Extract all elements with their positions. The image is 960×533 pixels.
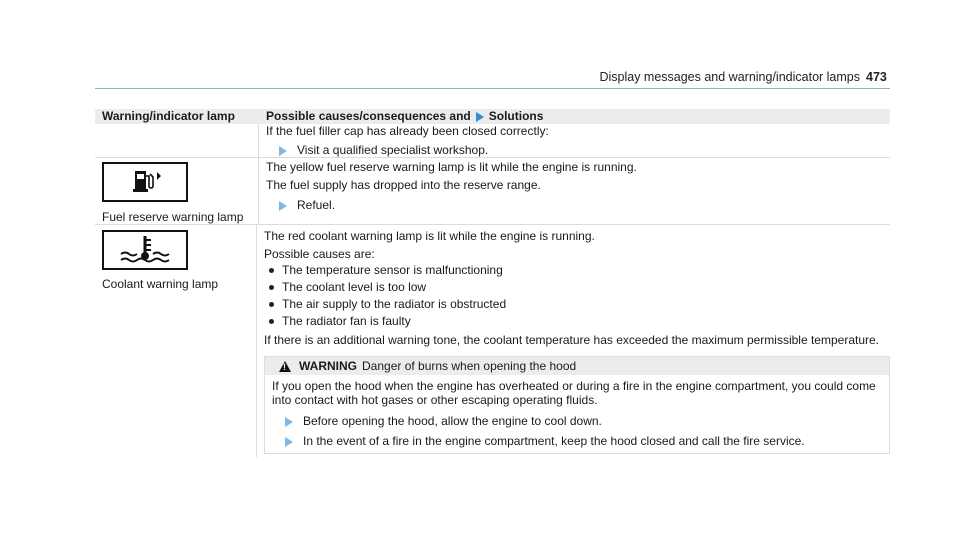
fuel-reserve-icon	[102, 162, 188, 202]
tone-text: If there is an additional warning tone, the coolant temperature has exceeded the maximum permissible temperature.	[264, 333, 879, 347]
bullet-icon	[269, 302, 274, 307]
causes-cell	[259, 158, 890, 224]
warning-header	[265, 357, 889, 375]
arrow-right-icon	[285, 417, 293, 427]
table-row	[95, 225, 890, 457]
cause-text: The red coolant warning lamp is lit while the engine is running.	[264, 229, 595, 243]
warning-keyword: WARNING	[299, 359, 357, 373]
arrow-right-icon	[279, 201, 287, 211]
lamp-cell	[95, 124, 259, 157]
lamp-cell	[95, 158, 259, 224]
causes-cell	[259, 124, 890, 157]
cause-text: The yellow fuel reserve warning lamp is lit while the engine is running.	[266, 160, 637, 174]
bullet-icon	[269, 268, 274, 273]
solution-text: Before opening the hood, allow the engine to cool down.	[303, 414, 602, 428]
list-item	[264, 296, 890, 313]
table-header	[95, 109, 890, 124]
warning-text: If you open the hood when the engine has overheated or during a fire in the engine compartment, you could come into contact with hot gases or other escaping operating fluids.	[272, 379, 876, 407]
solution-text: Visit a qualified specialist workshop.	[297, 143, 489, 157]
list-item	[264, 279, 890, 296]
solution-text: Refuel.	[297, 198, 336, 212]
warning-box	[264, 356, 890, 454]
column-header-causes-label: Possible causes/consequences and	[266, 109, 471, 123]
column-header-causes	[259, 109, 543, 124]
solution-text: In the event of a fire in the engine compartment, keep the hood closed and call the fire service.	[303, 434, 805, 448]
arrow-right-icon	[279, 146, 287, 156]
table-row	[95, 124, 890, 158]
table-row	[95, 158, 890, 225]
solution-step	[266, 198, 890, 213]
cause-item: The air supply to the radiator is obstructed	[282, 297, 507, 311]
cause-text: The fuel supply has dropped into the reserve range.	[266, 178, 541, 192]
causes-cell	[257, 225, 890, 457]
lamp-label: Fuel reserve warning lamp	[102, 210, 244, 224]
header-divider	[95, 88, 890, 89]
solution-step	[272, 434, 889, 449]
cause-item: The temperature sensor is malfunctioning	[282, 263, 503, 277]
cause-item: The coolant level is too low	[282, 280, 427, 294]
cause-item: The radiator fan is faulty	[282, 314, 411, 328]
coolant-temperature-icon	[102, 230, 188, 270]
bullet-icon	[269, 285, 274, 290]
lamp-label: Coolant warning lamp	[102, 277, 219, 291]
arrow-right-icon	[476, 112, 484, 122]
list-item	[264, 262, 890, 279]
solution-step	[272, 414, 889, 429]
list-item	[264, 313, 890, 330]
warning-body	[265, 375, 889, 453]
bullet-icon	[269, 319, 274, 324]
header-title: Display messages and warning/indicator lamps	[599, 70, 860, 84]
column-header-lamp: Warning/indicator lamp	[102, 109, 235, 123]
warning-title: Danger of burns when opening the hood	[362, 359, 577, 373]
warning-triangle-icon	[279, 361, 291, 372]
solution-step	[266, 143, 890, 158]
cause-text: If the fuel filler cap has already been closed correctly:	[266, 124, 549, 138]
causes-heading: Possible causes are:	[264, 247, 375, 261]
lamp-cell	[95, 225, 257, 457]
column-header-solutions-label: Solutions	[488, 109, 544, 123]
warning-lamp-table	[95, 109, 890, 457]
page-number: 473	[866, 70, 887, 84]
arrow-right-icon	[285, 437, 293, 447]
